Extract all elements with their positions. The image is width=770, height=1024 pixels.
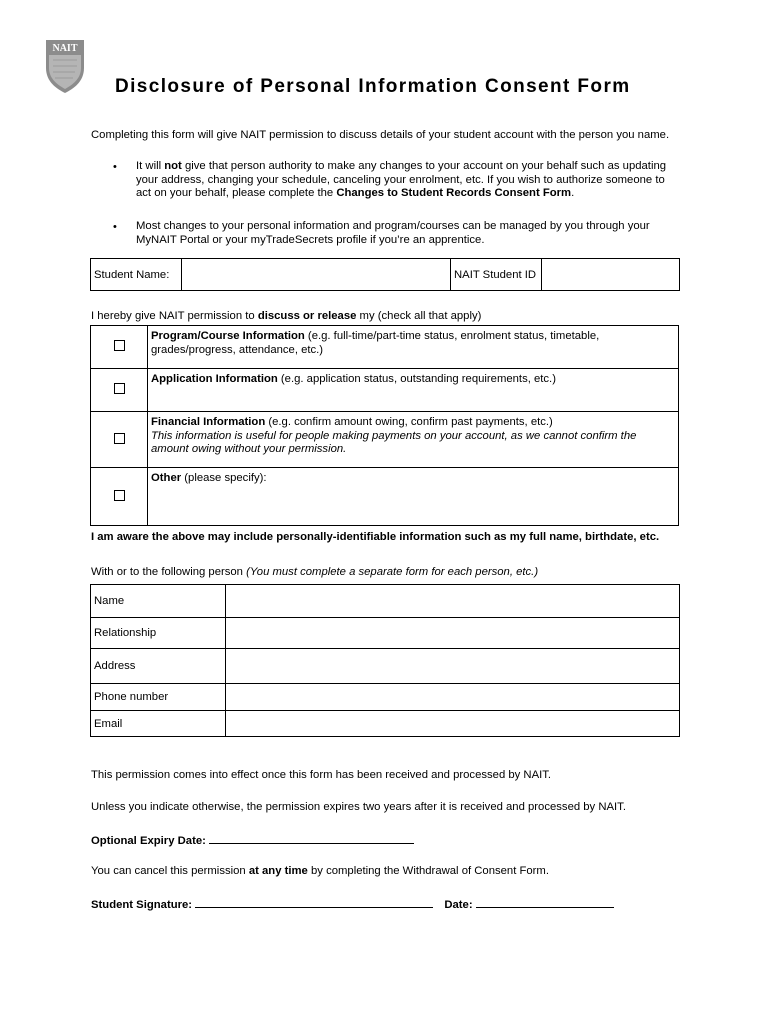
signature-date-field[interactable] bbox=[476, 896, 614, 908]
other-specify-field[interactable]: Other (please specify): bbox=[148, 468, 679, 526]
student-signature-field[interactable] bbox=[195, 896, 433, 908]
other-checkbox[interactable] bbox=[114, 490, 125, 501]
financial-checkbox[interactable] bbox=[114, 433, 125, 444]
option-row bbox=[91, 326, 679, 369]
student-name-label: Student Name: bbox=[91, 259, 182, 291]
nait-shield-icon bbox=[45, 38, 85, 94]
checkbox-cell bbox=[91, 369, 148, 412]
person-field-label: Email bbox=[91, 711, 226, 737]
page-title: Disclosure of Personal Information Consent Form bbox=[115, 76, 631, 97]
person-address-field[interactable] bbox=[226, 649, 680, 684]
person-phone-field[interactable] bbox=[226, 684, 680, 711]
person-field-label: Phone number bbox=[91, 684, 226, 711]
logo-text: NAIT bbox=[52, 43, 78, 54]
person-name-field[interactable] bbox=[226, 585, 680, 618]
option-row bbox=[91, 412, 679, 468]
nait-logo bbox=[45, 38, 85, 94]
effect-text: This permission comes into effect once this form has been received and processed by NAIT. bbox=[91, 769, 552, 781]
checkbox-cell bbox=[91, 412, 148, 468]
optional-expiry-label: Optional Expiry Date: bbox=[91, 835, 206, 847]
student-id-field[interactable] bbox=[542, 259, 680, 291]
permission-options-table bbox=[90, 325, 679, 526]
bullet-2: Most changes to your personal information and program/courses can be managed by you through your MyNAIT Portal or your myTradeSecrets profile if you’re an apprentice. bbox=[136, 220, 650, 246]
person-row bbox=[91, 618, 680, 649]
person-row bbox=[91, 711, 680, 737]
option-description: Financial Information (e.g. confirm amount owing, confirm past payments, etc.) This information is useful for people making payments on your account, as we cannot confirm the amount owing without your permission. bbox=[148, 412, 679, 468]
person-field-label: Address bbox=[91, 649, 226, 684]
date-label: Date: bbox=[444, 899, 473, 911]
financial-note: This information is useful for people making payments on your account, as we cannot confirm the amount owing without your permission. bbox=[151, 429, 637, 456]
signature-row bbox=[91, 896, 614, 912]
person-row bbox=[91, 649, 680, 684]
expiry-text: Unless you indicate otherwise, the permission expires two years after it is received and processed by NAIT. bbox=[91, 801, 626, 813]
checkbox-cell bbox=[91, 326, 148, 369]
bullet-1: It will not give that person authority to make any changes to your account on your behalf such as updating your address, changing your schedule, canceling your enrolment, etc. If you wish to authorize someone to act on your behalf, please complete the Changes to Student Records Consent Form. bbox=[136, 160, 667, 200]
cancel-text: You can cancel this permission at any time by completing the Withdrawal of Consent Form. bbox=[91, 865, 549, 877]
student-signature-label: Student Signature: bbox=[91, 899, 193, 911]
person-row bbox=[91, 585, 680, 618]
student-id-label: NAIT Student ID bbox=[451, 259, 542, 291]
person-field-label: Relationship bbox=[91, 618, 226, 649]
permission-text: I hereby give NAIT permission to discuss or release my (check all that apply) bbox=[91, 310, 482, 322]
person-row bbox=[91, 684, 680, 711]
option-description: Application Information (e.g. application status, outstanding requirements, etc.) bbox=[148, 369, 679, 412]
intro-text: Completing this form will give NAIT permission to discuss details of your student account with the person you name. bbox=[91, 129, 670, 141]
person-details-table bbox=[90, 584, 680, 737]
checkbox-cell bbox=[91, 468, 148, 526]
student-name-field[interactable] bbox=[182, 259, 451, 291]
program-course-checkbox[interactable] bbox=[114, 340, 125, 351]
option-row bbox=[91, 468, 679, 526]
person-relationship-field[interactable] bbox=[226, 618, 680, 649]
optional-expiry-date-field[interactable] bbox=[209, 832, 414, 844]
optional-expiry-row bbox=[91, 832, 414, 848]
bullet-marker: • bbox=[113, 161, 117, 173]
application-checkbox[interactable] bbox=[114, 383, 125, 394]
person-intro: With or to the following person (You must complete a separate form for each person, etc.) bbox=[91, 566, 539, 578]
bullet-marker: • bbox=[113, 221, 117, 233]
person-field-label: Name bbox=[91, 585, 226, 618]
student-info-table bbox=[90, 258, 680, 291]
option-row bbox=[91, 369, 679, 412]
awareness-statement: I am aware the above may include personally-identifiable information such as my full name, birthdate, etc. bbox=[91, 531, 660, 543]
option-description: Program/Course Information (e.g. full-time/part-time status, enrolment status, timetable, grades/progress, attendance, etc.) bbox=[148, 326, 679, 369]
person-email-field[interactable] bbox=[226, 711, 680, 737]
